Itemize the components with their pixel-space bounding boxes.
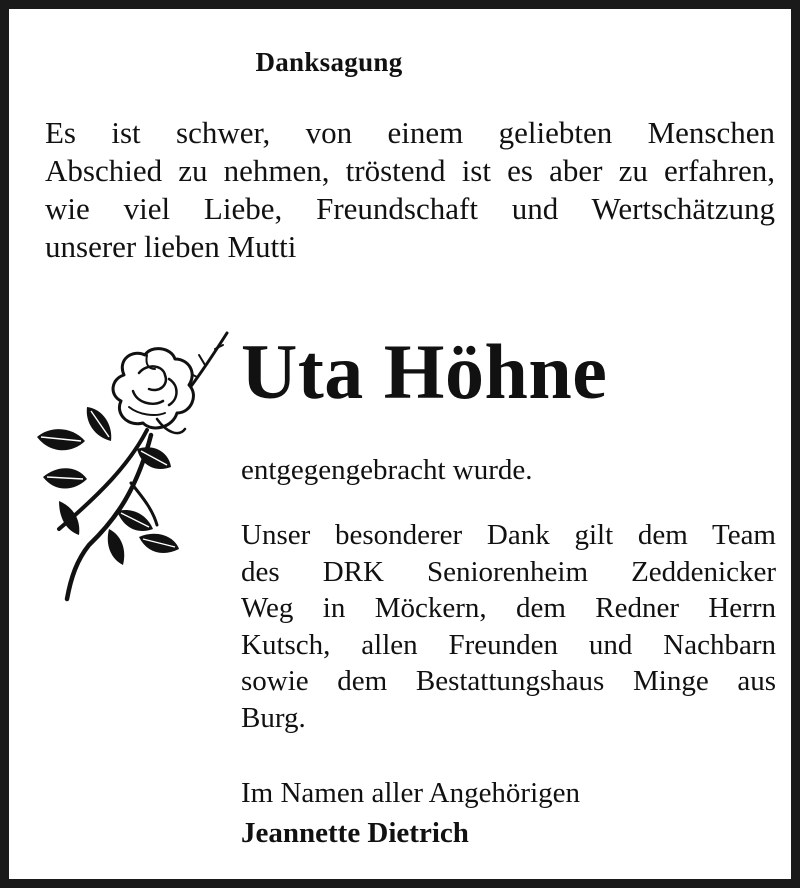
deceased-name: Uta Höhne: [241, 328, 608, 415]
thanks-line: Kutsch, allen Freunden und Nachbarn: [241, 628, 776, 661]
intro-line: wie viel Liebe, Freundschaft und Wertschätzung: [45, 191, 775, 226]
thanks-line: sowie dem Bestattungshaus Minge aus: [241, 665, 776, 697]
intro-line: Abschied zu nehmen, tröstend ist es aber zu erfahren,: [45, 153, 775, 188]
thanks-line: Unser besonderer Dank gilt dem Team: [241, 519, 776, 551]
thanks-line: des DRK Seniorenheim Zeddenicker: [241, 555, 776, 588]
intro-line: Es ist schwer, von einem geliebten Menschen: [45, 115, 775, 150]
intro-line: unserer lieben Mutti: [45, 229, 297, 264]
closing-line: Im Namen aller Angehörigen: [241, 777, 581, 809]
signature: Jeannette Dietrich: [241, 817, 469, 849]
heading: Danksagung: [255, 47, 403, 77]
thanks-paragraph: [241, 517, 776, 736]
rose-icon: [29, 315, 249, 605]
received-line: entgegengebracht wurde.: [241, 454, 533, 486]
intro-paragraph: [45, 114, 775, 266]
thanks-line: Burg.: [241, 701, 306, 734]
thanks-line: Weg in Möckern, dem Redner Herrn: [241, 592, 776, 624]
